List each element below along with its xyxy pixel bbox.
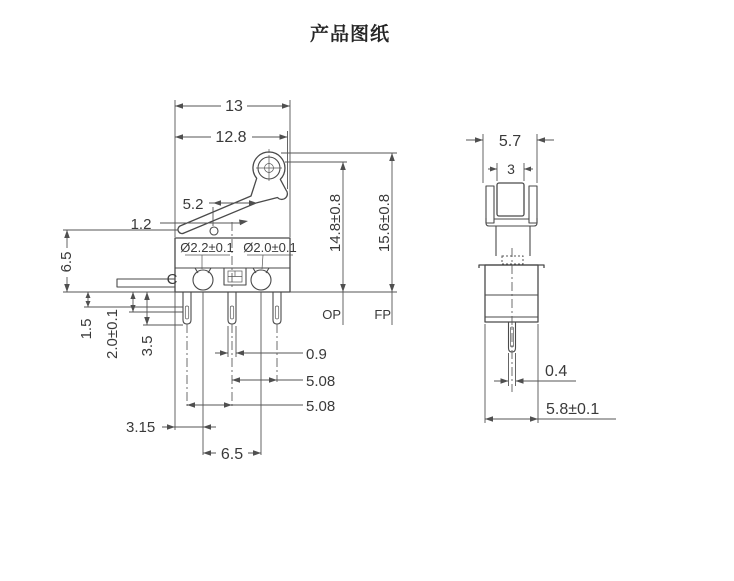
bottom-extension-lines xyxy=(175,292,261,455)
dim-body-width-text: 5.8±0.1 xyxy=(546,401,600,418)
dim-lever-span-text: 5.2 xyxy=(182,196,204,213)
dim-edge-to-hole-text: 3.15 xyxy=(126,419,156,436)
dim-pin-hole-text: 2.0±0.1 xyxy=(104,309,121,359)
front-view xyxy=(58,98,397,463)
dim-hole-spacing-text: 6.5 xyxy=(220,446,244,463)
dim-tip-height-text: 1.2 xyxy=(130,216,152,233)
hole-right-label: Ø2.0±0.1 xyxy=(243,240,297,255)
mounting-hole-left xyxy=(193,270,213,290)
side-roller xyxy=(497,183,524,216)
dim-pin-width-text: 0.9 xyxy=(306,346,327,363)
side-lever-edges xyxy=(496,226,530,256)
dim-fp-height xyxy=(374,153,394,325)
top-extension-lines xyxy=(175,100,290,237)
dim-edge-to-hole xyxy=(126,419,216,436)
common-terminal-label: C xyxy=(166,271,178,288)
side-roller-fork xyxy=(486,183,537,264)
page-title: 产品图纸 xyxy=(309,24,390,45)
side-view xyxy=(466,133,616,423)
dim-width-lever-text: 12.8 xyxy=(215,129,247,146)
dim-pin-length-text: 3.5 xyxy=(139,335,156,357)
side-body-seams xyxy=(485,295,538,317)
fork-arm-left xyxy=(486,186,494,223)
hole-left-label: Ø2.2±0.1 xyxy=(180,240,234,255)
dim-roller-width xyxy=(488,161,533,181)
plunger-guide-cross xyxy=(228,271,242,277)
terminal-pins xyxy=(183,292,281,407)
fork-arm-right xyxy=(529,186,537,223)
dim-pitch-left-text: 5.08 xyxy=(306,398,336,415)
dim-pin-shoulder-text: 1.5 xyxy=(78,318,95,340)
pin-middle-slot xyxy=(230,306,233,319)
side-plunger xyxy=(502,256,523,264)
op-label: OP xyxy=(322,307,341,322)
lever-arm xyxy=(178,149,287,234)
dim-pin-length xyxy=(139,292,156,356)
dim-width-overall xyxy=(175,98,290,115)
side-body-outline xyxy=(485,265,538,322)
dim-roller-width-text: 3 xyxy=(507,161,515,177)
dim-pitch-right-text: 5.08 xyxy=(306,373,336,390)
fp-label: FP xyxy=(374,307,391,322)
mounting-hole-right xyxy=(251,270,271,290)
pin-right-slot xyxy=(275,306,278,319)
dim-width-lever xyxy=(175,129,288,146)
side-body xyxy=(479,248,544,392)
dim-op-height-text: 14.8±0.8 xyxy=(327,193,344,253)
fp-op-level-lines xyxy=(281,153,397,162)
dim-op-height xyxy=(322,162,346,325)
dim-fp-height-text: 15.6±0.8 xyxy=(376,193,393,253)
dim-pin-thickness-text: 0.4 xyxy=(545,363,568,380)
extension-lines xyxy=(63,100,397,455)
dim-pin-thickness xyxy=(494,353,576,386)
dim-pin-shoulder xyxy=(78,292,95,339)
dim-pin-hole xyxy=(104,292,136,359)
dim-width-overall-text: 13 xyxy=(225,98,243,115)
dim-fork-width-text: 5.7 xyxy=(498,133,522,150)
dim-left-height xyxy=(58,230,75,292)
roller-center-mark xyxy=(256,149,282,181)
dim-hole-spacing xyxy=(203,446,261,463)
plunger-pin xyxy=(210,227,218,235)
pin-left-slot xyxy=(185,306,188,319)
dim-pitch-right xyxy=(232,373,335,390)
dim-left-height-text: 6.5 xyxy=(58,251,75,273)
